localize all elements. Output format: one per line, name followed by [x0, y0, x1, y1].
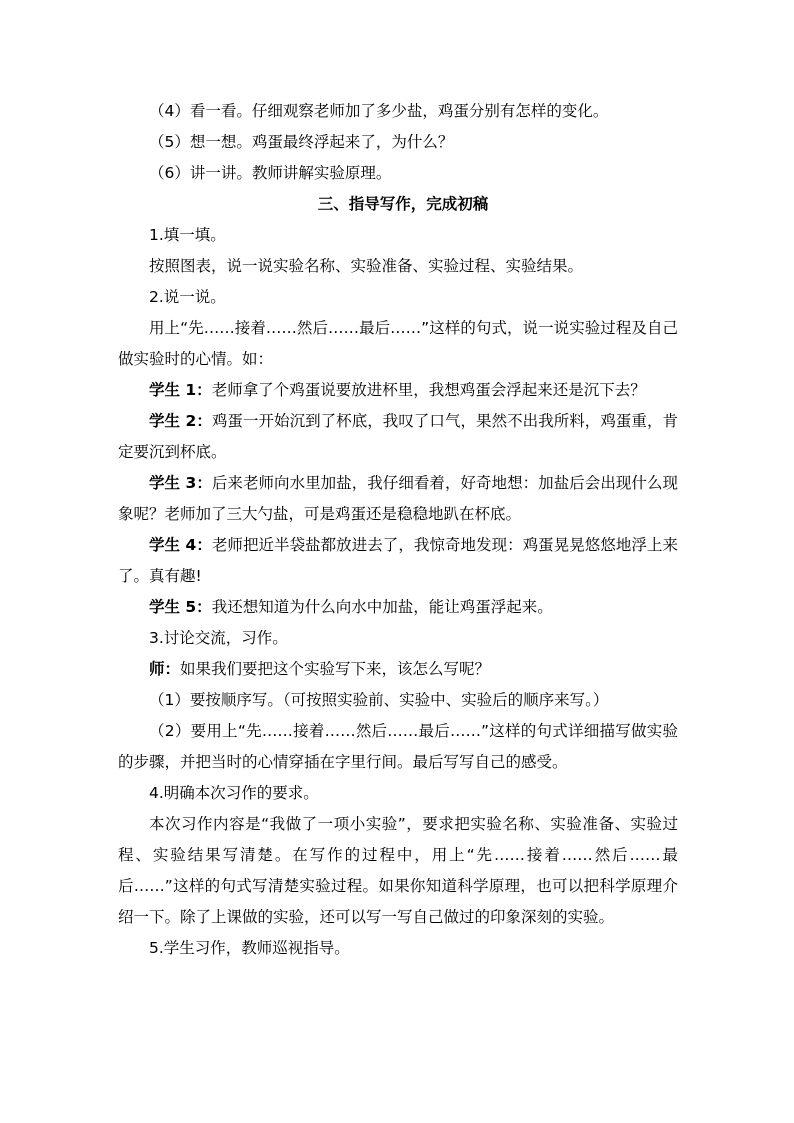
teacher-line [118, 654, 678, 685]
student-text: 老师把近半袋盐都放进去了，我惊奇地发现：鸡蛋晃晃悠悠地浮上来了。真有趣! [118, 536, 678, 585]
student-label: 学生 1： [149, 381, 212, 399]
item2-text: 用上“先……接着……然后……最后……”这样的句式，说一说实验过程及自己做实验时的心情。如： [118, 319, 678, 368]
step-5: （5）想一想。鸡蛋最终浮起来了，为什么？ [149, 133, 454, 151]
student-text: 我还想知道为什么向水中加盐，能让鸡蛋浮起来。 [211, 598, 553, 616]
student-label: 学生 2： [149, 412, 212, 430]
student-label: 学生 4： [149, 536, 212, 554]
student-text: 后来老师向水里加盐，我仔细看着，好奇地想：加盐后会出现什么现象呢？老师加了三大勺盐，可是鸡蛋还是稳稳地趴在杯底。 [118, 474, 678, 523]
student-text: 鸡蛋一开始沉到了杯底，我叹了口气，果然不出我所料，鸡蛋重，肯定要沉到杯底。 [118, 412, 678, 461]
step-6: （6）讲一讲。教师讲解实验原理。 [149, 164, 392, 182]
teacher-text: 如果我们要把这个实验写下来，该怎么写呢？ [180, 660, 491, 678]
student-line-4 [118, 530, 678, 592]
writing-point-1: （1）要按顺序写。（可按照实验前、实验中、实验后的顺序来写。） [149, 691, 609, 709]
item3-title: 3.讨论交流，习作。 [149, 629, 288, 647]
item1-title: 1.填一填。 [149, 226, 226, 244]
teacher-label: 师： [149, 660, 181, 678]
item4-title: 4.明确本次习作的要求。 [149, 784, 319, 802]
student-line-3 [118, 468, 678, 530]
section-title: 三、指导写作，完成初稿 [317, 195, 489, 213]
student-label: 学生 3： [149, 474, 212, 492]
document-page [118, 96, 678, 964]
item2-title: 2.说一说。 [149, 288, 226, 306]
student-line-5 [118, 592, 678, 623]
item4-text: 本次习作内容是“我做了一项小实验”，要求把实验名称、实验准备、实验过程、实验结果写清楚。在写作的过程中，用上“先……接着……然后……最后……”这样的句式写清楚实验过程。如果你知道科学原理，也可以把科学原理介绍一下。除了上课做的实验，还可以写一写自己做过的印象深刻的实验。 [118, 815, 678, 926]
student-label: 学生 5： [149, 598, 212, 616]
student-line-1 [118, 375, 678, 406]
writing-point-2: （2）要用上“先……接着……然后……最后……”这样的句式详细描写做实验的步骤，并把当时的心情穿插在字里行间。最后写写自己的感受。 [118, 722, 678, 771]
item1-text: 按照图表，说一说实验名称、实验准备、实验过程、实验结果。 [149, 257, 584, 275]
item5-title: 5.学生习作，教师巡视指导。 [149, 939, 350, 957]
step-4: （4）看一看。仔细观察老师加了多少盐，鸡蛋分别有怎样的变化。 [149, 102, 609, 120]
student-line-2 [118, 406, 678, 468]
student-text: 老师拿了个鸡蛋说要放进杯里，我想鸡蛋会浮起来还是沉下去？ [211, 381, 646, 399]
